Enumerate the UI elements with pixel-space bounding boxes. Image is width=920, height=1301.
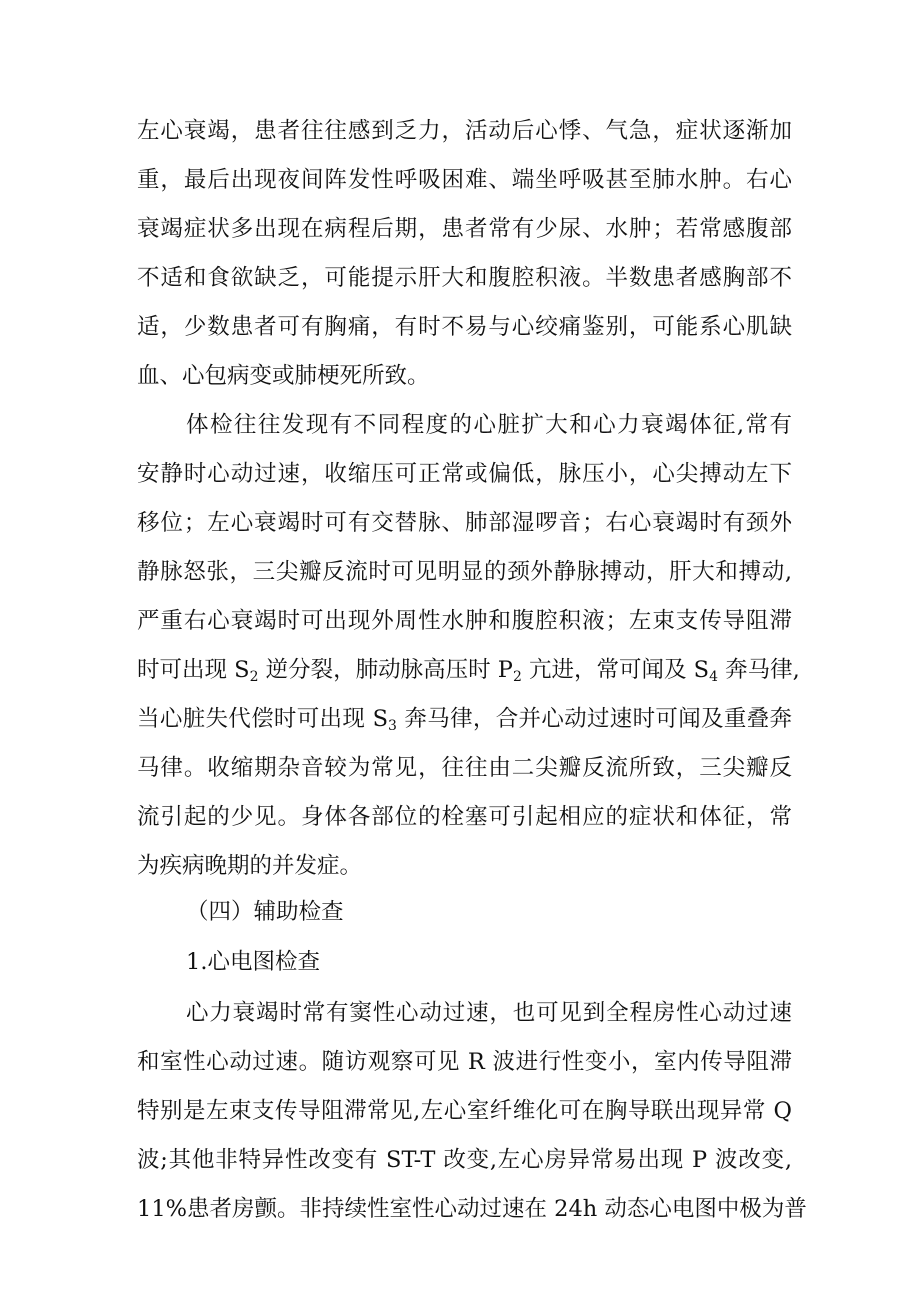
paragraph-2-line-4: 静脉怒张，三尖瓣反流时可见明显的颈外静脉搏动，肝大和搏动, <box>137 559 792 585</box>
subsection-heading: 1.心电图检查 <box>186 949 320 975</box>
paragraph-1-line-1: 左心衰竭，患者往往感到乏力，活动后心悸、气急，症状逐渐加 <box>137 118 792 144</box>
paragraph-1-line-3: 衰竭症状多出现在病程后期，患者常有少尿、水肿；若常感腹部 <box>137 216 792 242</box>
section-heading: （四）辅助检查 <box>186 899 344 925</box>
paragraph-2-line-5: 严重右心衰竭时可出现外周性水肿和腹腔积液；左束支传导阻滞 <box>137 608 792 634</box>
text-segment: 奔马律, <box>718 657 800 683</box>
paragraph-1-line-4: 不适和食欲缺乏，可能提示肝大和腹腔积液。半数患者感胸部不 <box>137 265 792 291</box>
text-segment: 逆分裂，肺动脉高压时 P <box>258 657 513 683</box>
paragraph-3-line-1: 心力衰竭时常有窦性心动过速，也可见到全程房性心动过速 <box>186 1000 792 1026</box>
paragraph-2-line-10: 为疾病晚期的并发症。 <box>137 853 363 879</box>
paragraph-2-line-7 <box>137 703 792 735</box>
text-segment: 当心脏失代偿时可出现 S <box>137 706 389 732</box>
paragraph-2-line-3: 移位；左心衰竭时可有交替脉、肺部湿啰音；右心衰竭时有颈外 <box>137 510 792 536</box>
paragraph-2-line-2: 安静时心动过速，收缩压可正常或偏低，脉压小，心尖搏动左下 <box>137 461 792 487</box>
text-segment: 时可出现 S <box>137 657 250 683</box>
paragraph-2-line-1: 体检往往发现有不同程度的心脏扩大和心力衰竭体征,常有 <box>186 412 792 438</box>
subscript: 2 <box>249 669 259 685</box>
paragraph-3-line-3: 特别是左束支传导阻滞常见,左心室纤维化可在胸导联出现异常 Q <box>137 1098 792 1124</box>
paragraph-1-line-2: 重，最后出现夜间阵发性呼吸困难、端坐呼吸甚至肺水肿。右心 <box>137 167 792 193</box>
subscript: 3 <box>388 718 397 734</box>
paragraph-2-line-6 <box>137 654 800 686</box>
paragraph-3-line-2: 和室性心动过速。随访观察可见 R 波进行性变小，室内传导阻滞 <box>137 1049 792 1075</box>
paragraph-2-line-8: 马律。收缩期杂音较为常见，往往由二尖瓣反流所致，三尖瓣反 <box>137 755 792 781</box>
text-segment: 奔马律，合并心动过速时可闻及重叠奔 <box>396 706 792 732</box>
paragraph-3-line-4: 波;其他非特异性改变有 ST-T 改变,左心房异常易出现 P 波改变, <box>137 1147 792 1173</box>
paragraph-3-line-5: 11%患者房颤。非持续性室性心动过速在 24h 动态心电图中极为普 <box>137 1196 807 1222</box>
paragraph-1-line-5: 适，少数患者可有胸痛，有时不易与心绞痛鉴别，可能系心肌缺 <box>137 314 792 340</box>
paragraph-1-line-6: 血、心包病变或肺梗死所致。 <box>137 363 430 389</box>
subscript: 4 <box>709 669 719 685</box>
text-segment: 亢进，常可闻及 S <box>521 657 710 683</box>
paragraph-2-line-9: 流引起的少见。身体各部位的栓塞可引起相应的症状和体征，常 <box>137 804 792 830</box>
subscript: 2 <box>512 669 522 685</box>
